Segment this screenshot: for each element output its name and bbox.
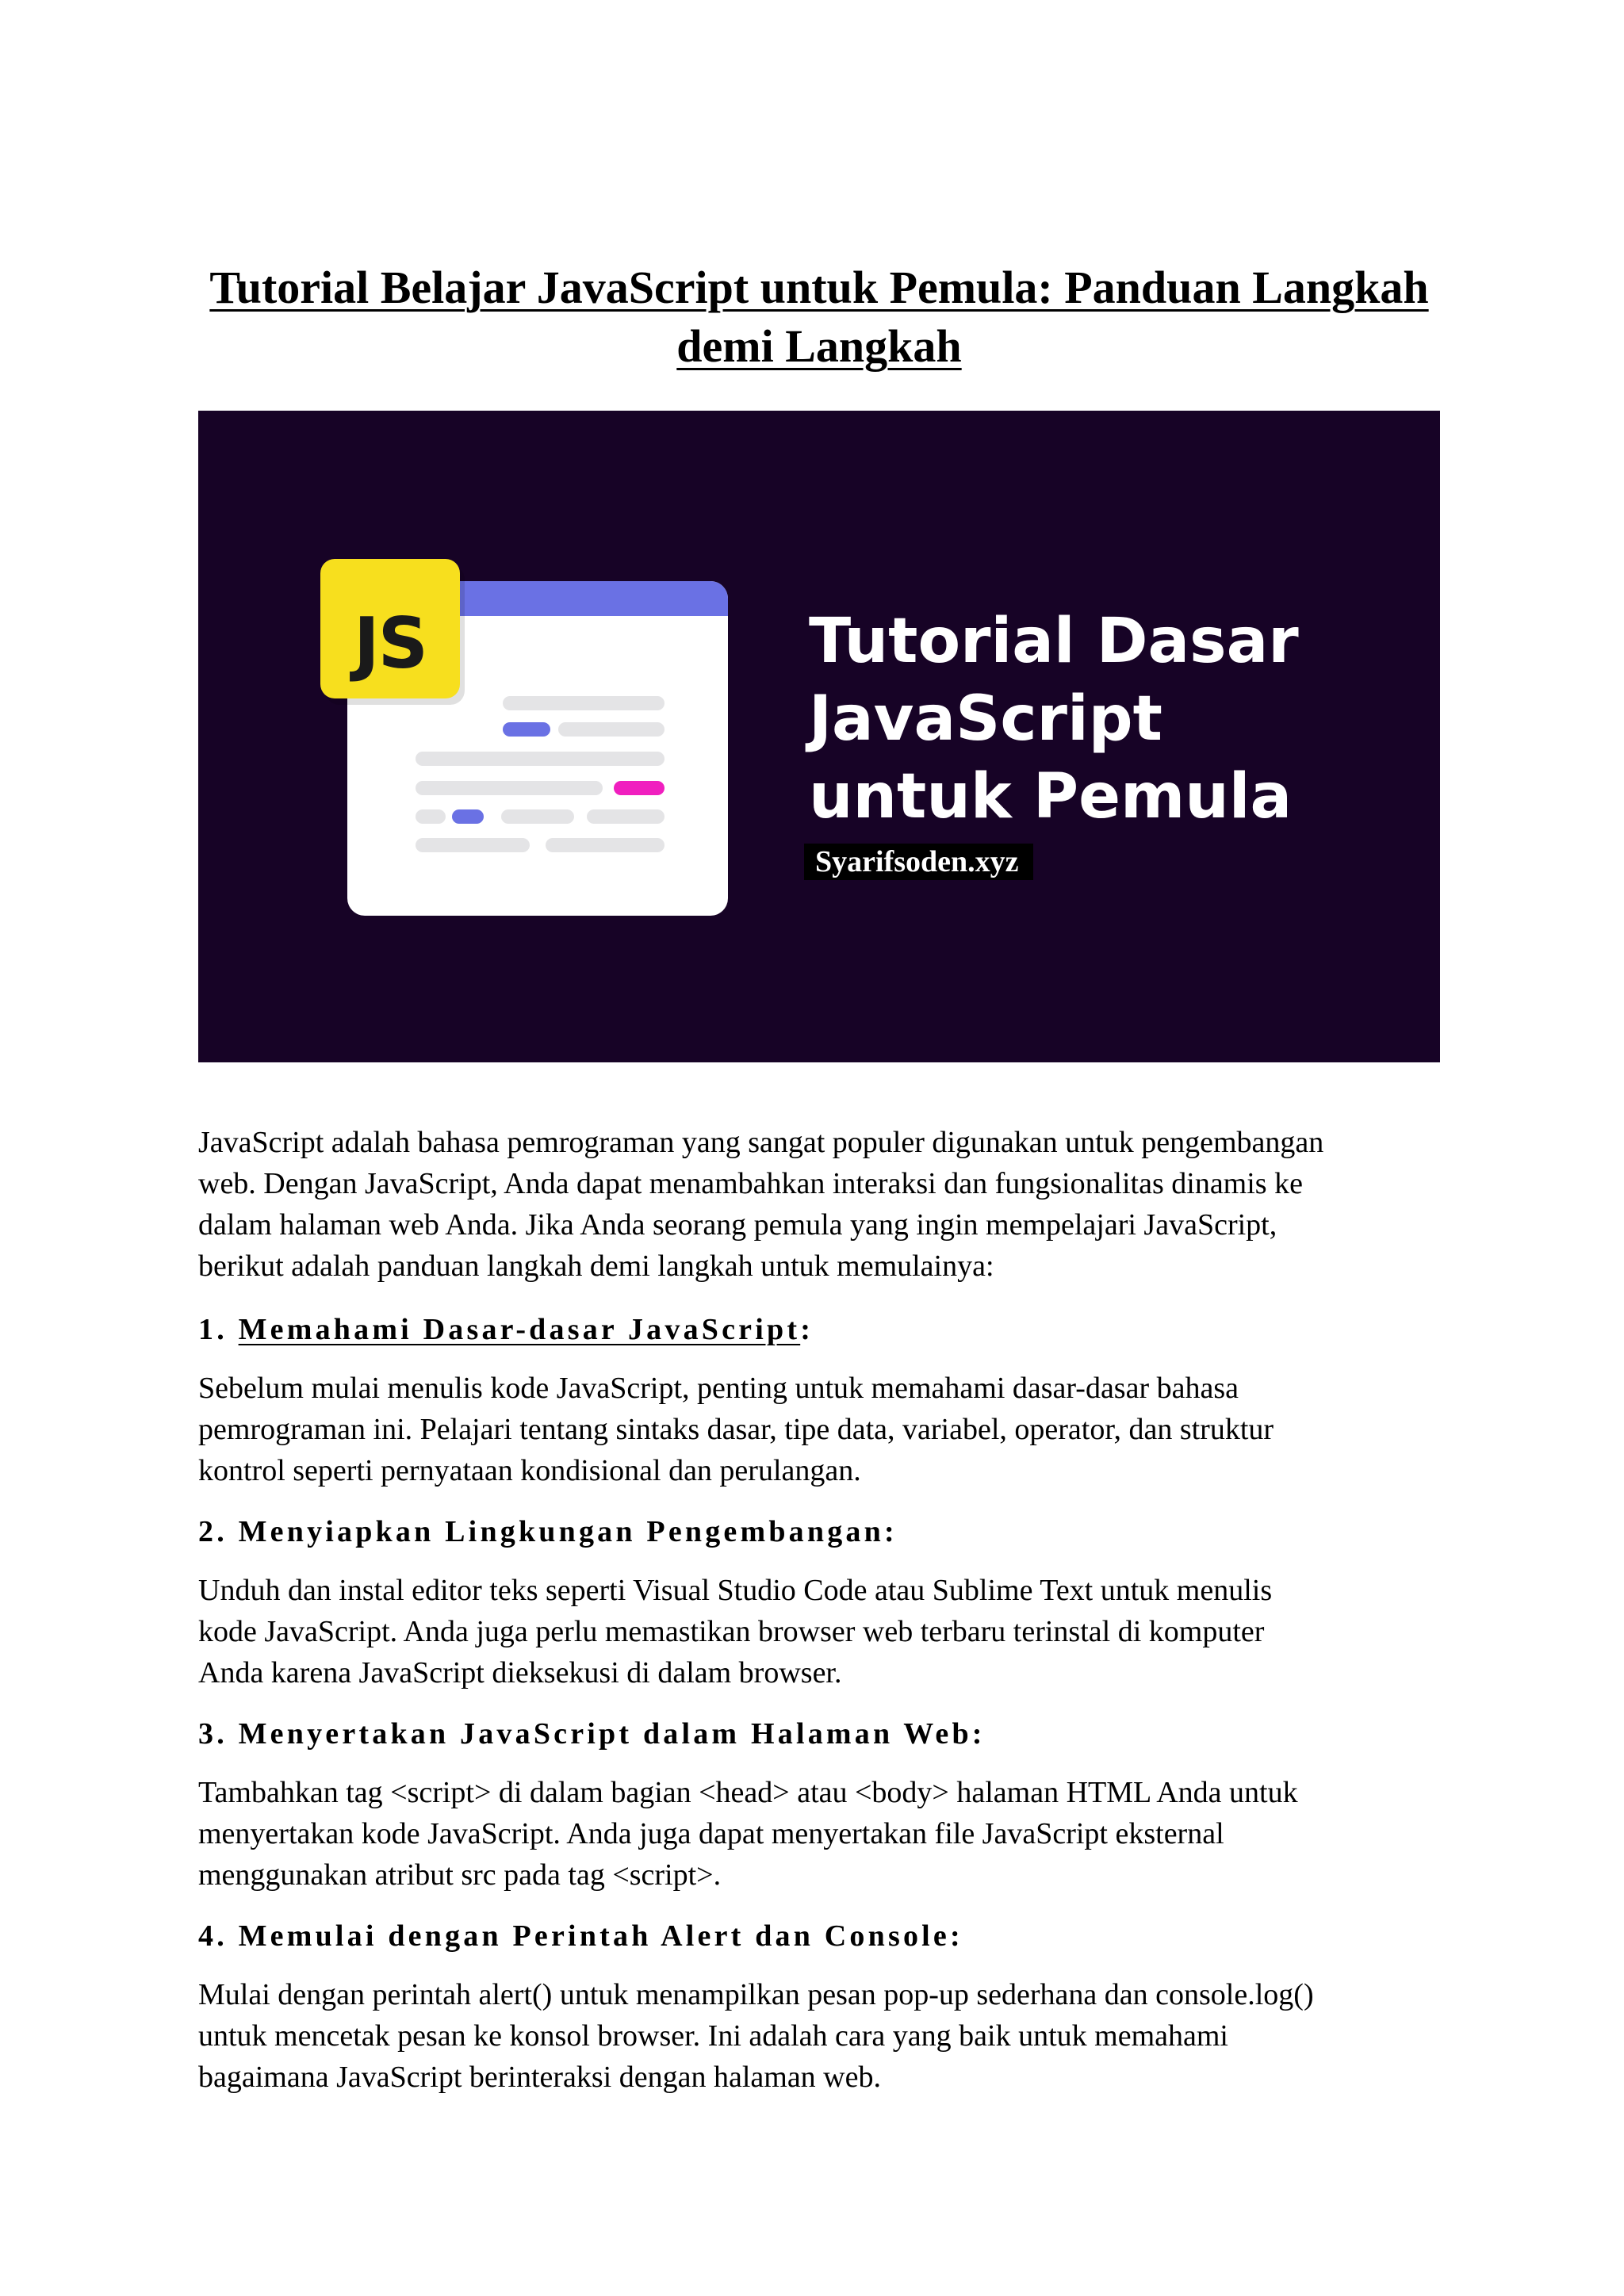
document-title-line-1: Tutorial Belajar JavaScript untuk Pemula: Panduan Langkah bbox=[209, 262, 1429, 313]
section-4-heading-text: Memulai dengan Perintah Alert dan Console: bbox=[238, 1919, 963, 1953]
code-line bbox=[501, 809, 574, 824]
section-2-line: Unduh dan instal editor teks seperti Visual Studio Code atau Sublime Text untuk menulis bbox=[198, 1574, 1273, 1607]
section-2-number: 2. bbox=[198, 1515, 239, 1548]
javascript-logo-text: JS bbox=[353, 603, 427, 684]
code-line bbox=[416, 781, 603, 795]
section-3-heading-text: Menyertakan JavaScript dalam Halaman Web: bbox=[238, 1717, 986, 1751]
code-line bbox=[416, 838, 530, 852]
section-1-heading-suffix: : bbox=[800, 1313, 814, 1346]
section-1-line: pemrograman ini. Pelajari tentang sintaks dasar, tipe data, variabel, operator, dan struktur bbox=[198, 1413, 1274, 1446]
intro-line: JavaScript adalah bahasa pemrograman yang sangat populer digunakan untuk pengembangan bbox=[198, 1126, 1324, 1159]
hero-banner-image bbox=[198, 411, 1440, 1062]
section-1-paragraph bbox=[198, 1368, 1440, 1491]
intro-paragraph bbox=[198, 1122, 1440, 1287]
code-line bbox=[546, 838, 665, 852]
section-3-line: Tambahkan tag <script> di dalam bagian <head> atau <body> halaman HTML Anda untuk bbox=[198, 1776, 1298, 1809]
intro-line: berikut adalah panduan langkah demi langkah untuk memulainya: bbox=[198, 1249, 994, 1283]
intro-line: dalam halaman web Anda. Jika Anda seorang pemula yang ingin mempelajari JavaScript, bbox=[198, 1208, 1277, 1242]
banner-site-label: Syarifsoden.xyz bbox=[804, 844, 1033, 880]
banner-heading bbox=[809, 603, 1411, 836]
section-2-line: kode JavaScript. Anda juga perlu memastikan browser web terbaru terinstal di komputer bbox=[198, 1615, 1265, 1648]
section-2-line: Anda karena JavaScript dieksekusi di dalam browser. bbox=[198, 1656, 842, 1689]
banner-heading-line-2: JavaScript bbox=[809, 683, 1162, 755]
section-1-heading-link[interactable]: Memahami Dasar-dasar JavaScript bbox=[238, 1313, 801, 1346]
section-2-heading bbox=[198, 1512, 1440, 1552]
section-1-number: 1. bbox=[198, 1313, 239, 1346]
document-title-line-2: demi Langkah bbox=[676, 320, 962, 372]
section-3-heading bbox=[198, 1714, 1440, 1754]
javascript-logo-icon bbox=[320, 559, 460, 698]
code-line bbox=[558, 722, 665, 737]
section-4-number: 4. bbox=[198, 1919, 239, 1953]
section-4-line: bagaimana JavaScript berinteraksi dengan halaman web. bbox=[198, 2061, 881, 2094]
section-3-line: menyertakan kode JavaScript. Anda juga dapat menyertakan file JavaScript eksternal bbox=[198, 1817, 1224, 1850]
section-1-line: kontrol seperti pernyataan kondisional dan perulangan. bbox=[198, 1454, 861, 1487]
section-3-line: menggunakan atribut src pada tag <script>. bbox=[198, 1858, 722, 1892]
code-line bbox=[416, 809, 446, 824]
code-line bbox=[503, 696, 665, 710]
section-4-line: Mulai dengan perintah alert() untuk menampilkan pesan pop-up sederhana dan console.log() bbox=[198, 1978, 1314, 2011]
intro-line: web. Dengan JavaScript, Anda dapat menambahkan interaksi dan fungsionalitas dinamis ke bbox=[198, 1167, 1303, 1200]
code-line bbox=[587, 809, 665, 824]
code-line-highlight bbox=[452, 809, 484, 824]
code-line-highlight bbox=[503, 722, 550, 737]
document-title bbox=[198, 258, 1440, 376]
section-3-number: 3. bbox=[198, 1717, 239, 1751]
section-2-paragraph bbox=[198, 1570, 1440, 1693]
section-4-line: untuk mencetak pesan ke konsol browser. Ini adalah cara yang baik untuk memahami bbox=[198, 2019, 1228, 2053]
banner-heading-line-3: untuk Pemula bbox=[809, 761, 1293, 832]
section-1-heading bbox=[198, 1310, 1440, 1349]
section-4-heading bbox=[198, 1916, 1440, 1956]
section-3-paragraph bbox=[198, 1772, 1440, 1896]
section-4-paragraph bbox=[198, 1974, 1440, 2098]
section-2-heading-text: Menyiapkan Lingkungan Pengembangan: bbox=[238, 1515, 898, 1548]
code-line bbox=[416, 752, 665, 766]
banner-heading-line-1: Tutorial Dasar bbox=[809, 606, 1299, 677]
code-line-highlight bbox=[614, 781, 665, 795]
section-1-line: Sebelum mulai menulis kode JavaScript, penting untuk memahami dasar-dasar bahasa bbox=[198, 1372, 1239, 1405]
